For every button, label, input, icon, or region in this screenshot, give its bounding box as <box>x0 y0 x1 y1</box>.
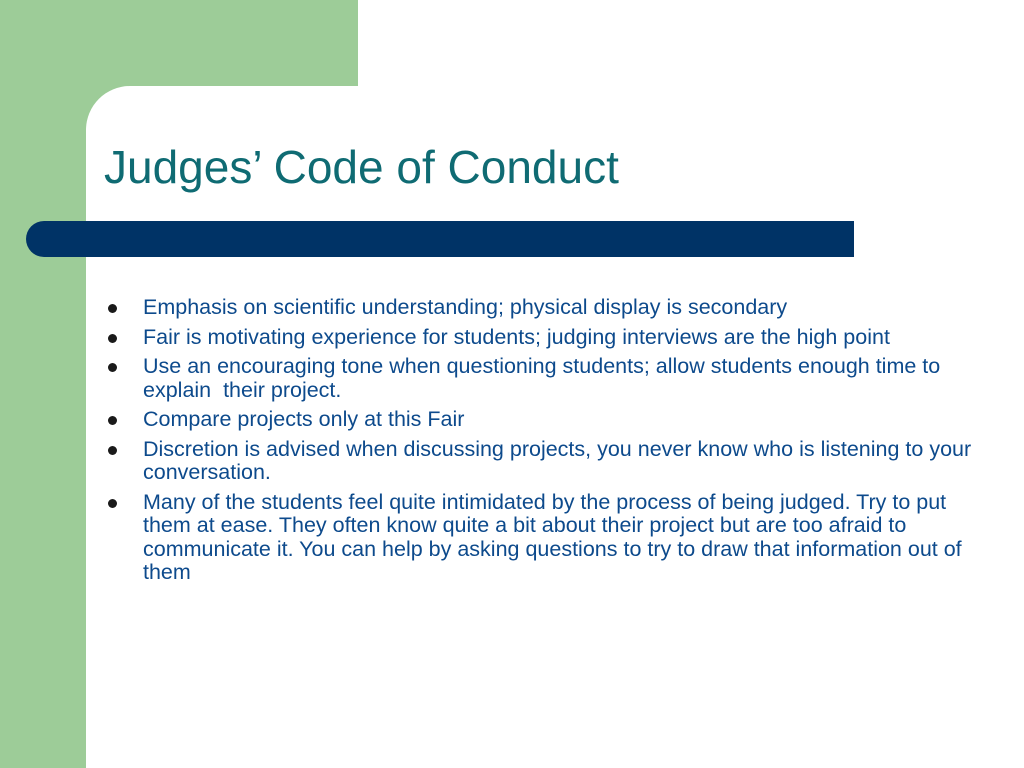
bullet-dot-icon <box>108 446 117 455</box>
slide-title: Judges’ Code of Conduct <box>104 141 619 193</box>
bullet-text: Fair is motivating experience for students; judging interviews are the high point <box>143 324 890 349</box>
bullet-text: Discretion is advised when discussing projects, you never know who is listening to your conversation. <box>143 436 978 484</box>
title-underline-bar <box>26 221 854 257</box>
bullet-dot-icon <box>108 499 117 508</box>
bullet-item <box>104 408 984 432</box>
bullet-item <box>104 491 984 585</box>
bullet-text: Compare projects only at this Fair <box>143 407 465 431</box>
bullet-dot-icon <box>108 304 117 313</box>
bullet-item <box>104 296 984 320</box>
bullet-item <box>104 438 984 485</box>
bullet-item <box>104 355 984 402</box>
bullet-dot-icon <box>108 334 117 343</box>
bullet-text: Many of the students feel quite intimidated by the process of being judged. Try to put them at ease. They often know quite a bit about their project but are too afraid to communicate it. You can help by asking questions to try to draw that information out of them <box>143 489 968 584</box>
bullet-dot-icon <box>108 363 117 372</box>
bullet-text: Emphasis on scientific understanding; physical display is secondary <box>143 295 788 319</box>
bullet-item <box>104 326 984 350</box>
bullet-list <box>104 296 984 591</box>
bullet-text: Use an encouraging tone when questioning students; allow students enough time to explain their project. <box>143 354 947 402</box>
bullet-dot-icon <box>108 416 117 425</box>
